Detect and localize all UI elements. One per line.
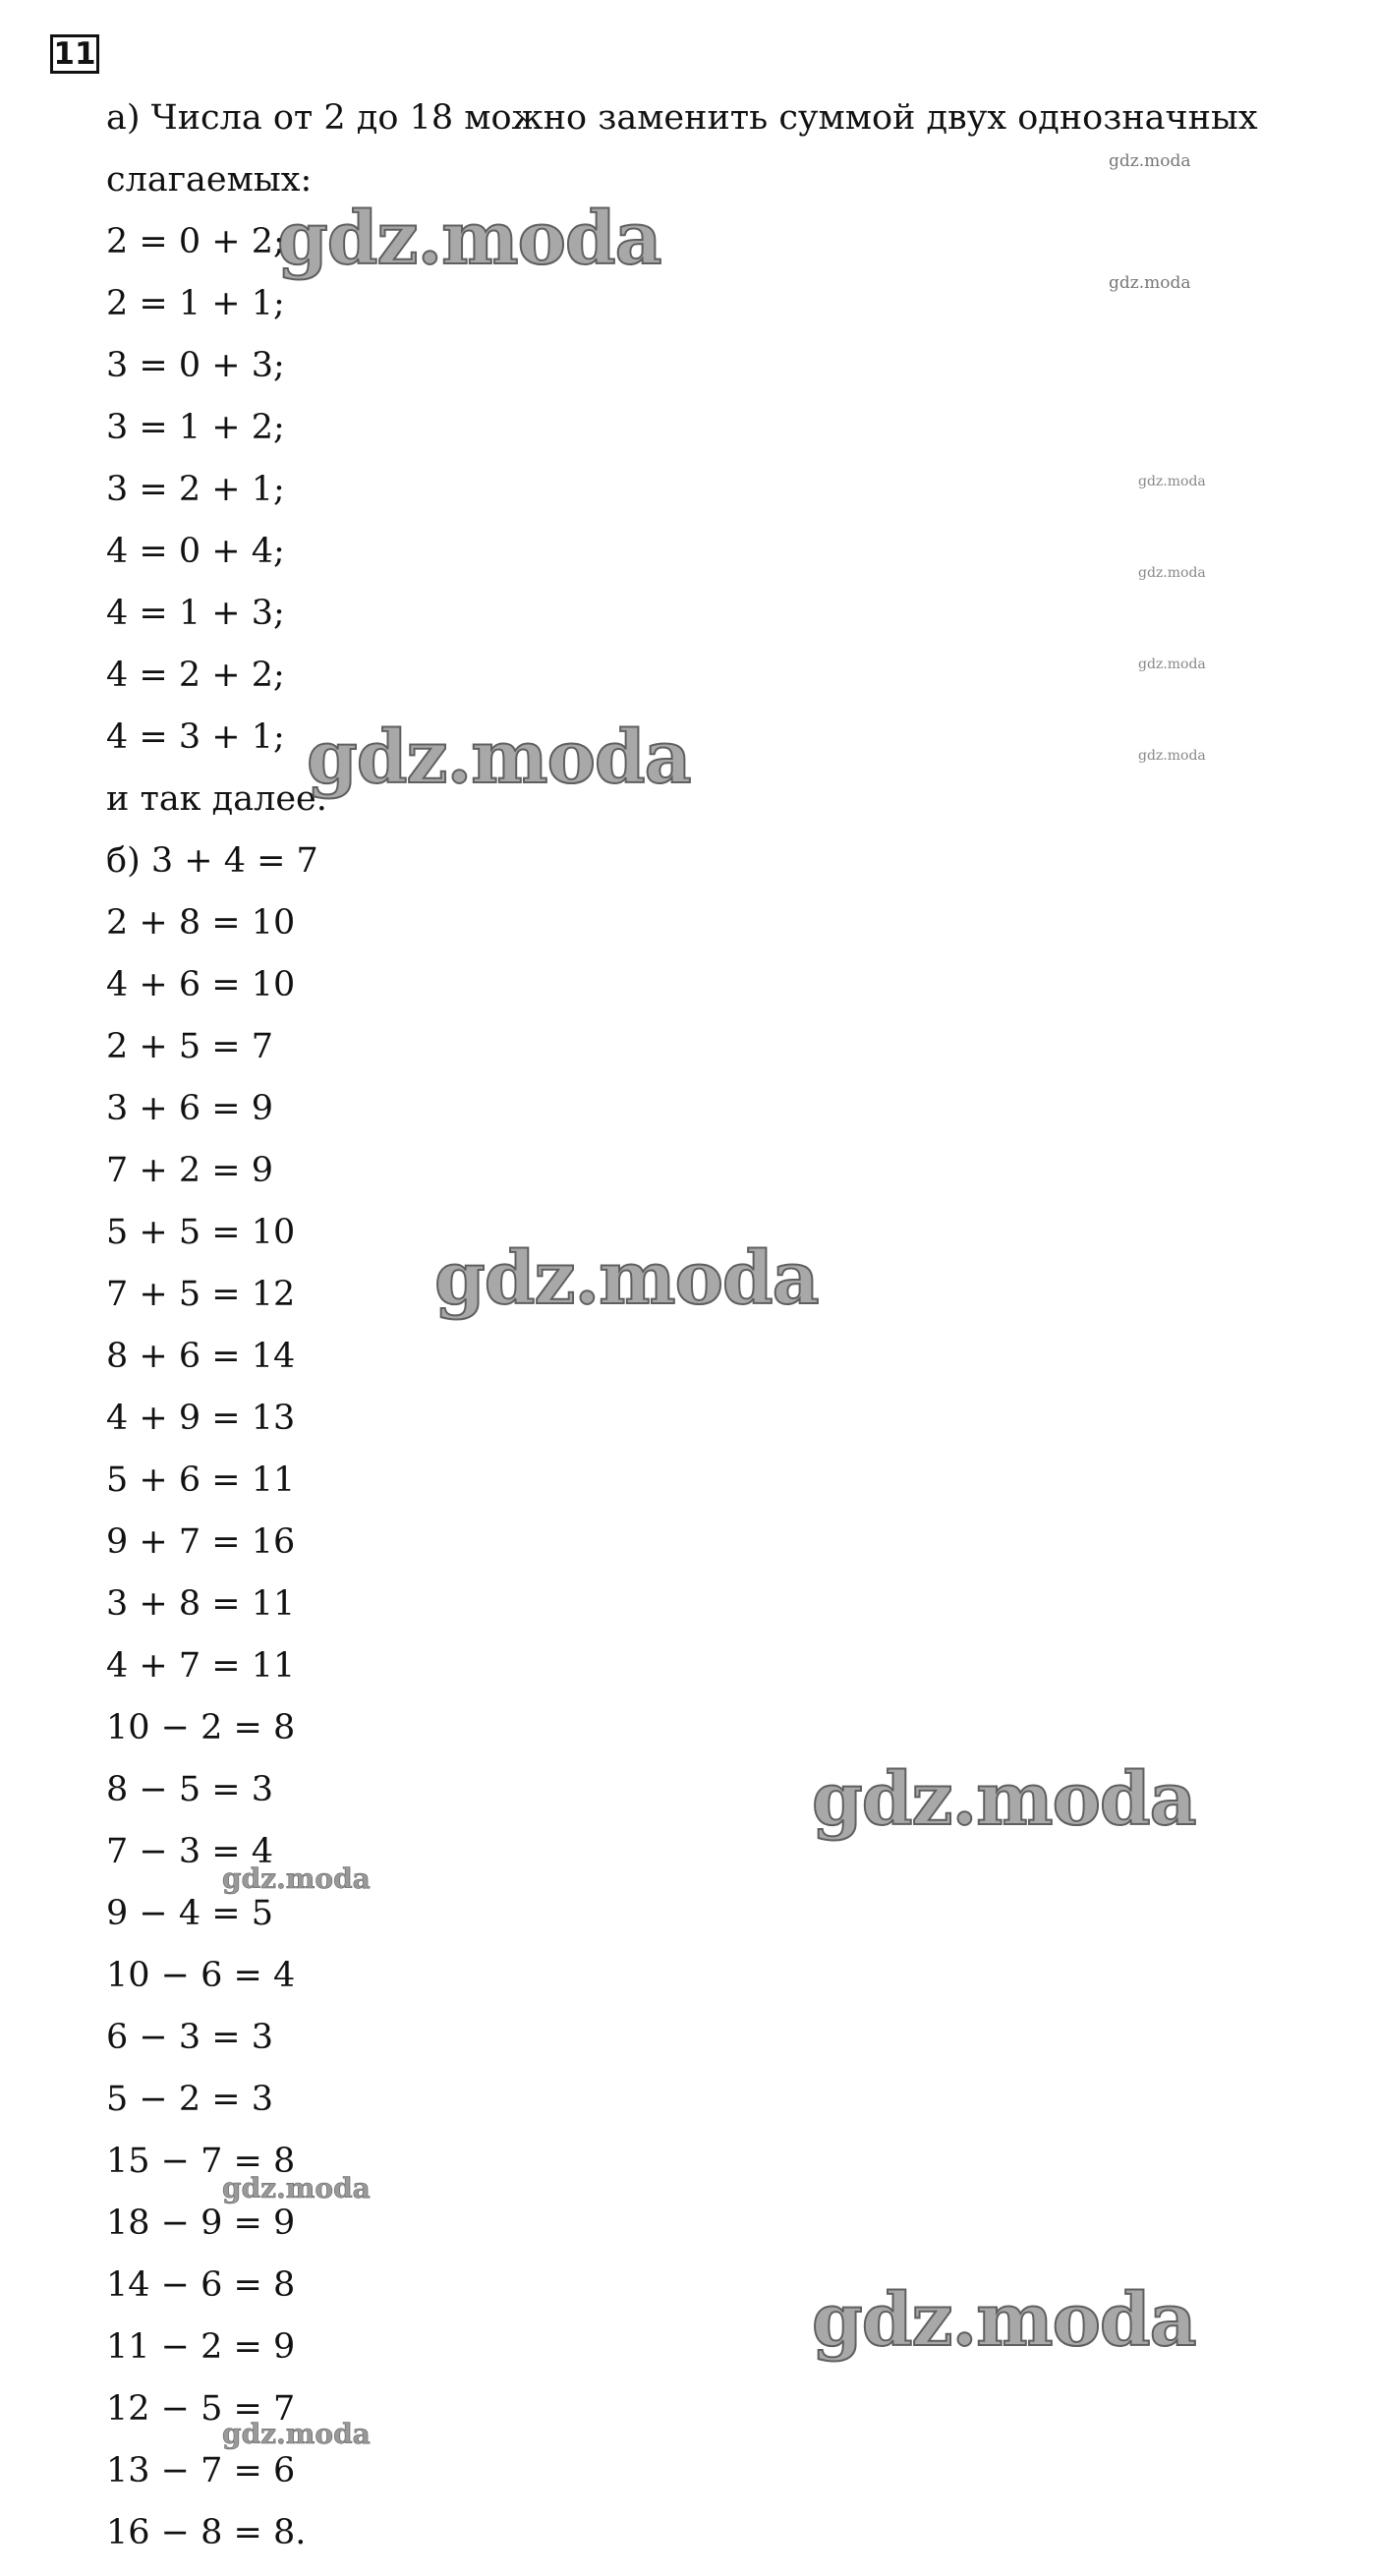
part-b-line: 7 − 3 = 4 (106, 1832, 273, 1871)
watermark: gdz.moda (812, 1757, 1196, 1842)
part-b-line: 3 + 6 = 9 (106, 1089, 273, 1128)
part-b-line: 9 + 7 = 16 (106, 1522, 296, 1562)
part-b-line: 5 + 5 = 10 (106, 1213, 296, 1252)
watermark: gdz.moda (434, 1236, 819, 1321)
part-b-line: 6 − 3 = 3 (106, 2018, 273, 2057)
watermark: gdz.moda (1109, 273, 1191, 293)
part-b-line: 2 + 5 = 7 (106, 1027, 273, 1066)
part-b-line: 12 − 5 = 7 (106, 2389, 296, 2429)
task-number-box: 11 (50, 34, 99, 74)
watermark: gdz.moda (1138, 474, 1206, 489)
part-b-line: 16 − 8 = 8. (106, 2513, 307, 2552)
watermark: gdz.moda (222, 1862, 371, 1895)
part-b-line: 4 + 7 = 11 (106, 1646, 296, 1686)
part-b-line: 2 + 8 = 10 (106, 903, 296, 943)
part-b-line: 5 − 2 = 3 (106, 2080, 273, 2119)
part-b-line: 9 − 4 = 5 (106, 1894, 273, 1933)
watermark: gdz.moda (222, 2418, 371, 2450)
part-b-line: 8 − 5 = 3 (106, 1770, 273, 1809)
part-b-line: 7 + 2 = 9 (106, 1151, 273, 1190)
part-a-intro-line-1: а) Числа от 2 до 18 можно заменить суммой двух однозначных (106, 98, 1258, 138)
part-a-line: 3 = 1 + 2; (106, 408, 285, 447)
part-b-line: 8 + 6 = 14 (106, 1337, 296, 1376)
part-b-line: 14 − 6 = 8 (106, 2265, 296, 2305)
part-b-line: 10 − 6 = 4 (106, 1956, 296, 1995)
watermark: gdz.moda (222, 2172, 371, 2204)
part-b-line: 10 − 2 = 8 (106, 1708, 296, 1747)
part-a-intro-line-2: слагаемых: (106, 160, 313, 200)
part-a-line: 3 = 0 + 3; (106, 346, 285, 385)
part-b-line: 7 + 5 = 12 (106, 1275, 296, 1314)
part-a-line: 4 = 0 + 4; (106, 532, 285, 571)
part-a-line: 4 = 3 + 1; (106, 717, 285, 757)
part-b-line: 11 − 2 = 9 (106, 2327, 296, 2367)
part-b-line: 4 + 6 = 10 (106, 965, 296, 1004)
part-b-line: 3 + 8 = 11 (106, 1584, 296, 1624)
part-a-line: 4 = 2 + 2; (106, 656, 285, 695)
part-b-line: 5 + 6 = 11 (106, 1460, 296, 1500)
part-a-line: 4 = 1 + 3; (106, 594, 285, 633)
part-a-line: 3 = 2 + 1; (106, 470, 285, 509)
watermark: gdz.moda (812, 2278, 1196, 2363)
part-a-line: 2 = 1 + 1; (106, 284, 285, 323)
part-b-line: 18 − 9 = 9 (106, 2204, 296, 2243)
watermark: gdz.moda (1138, 565, 1206, 581)
part-b-line: 4 + 9 = 13 (106, 1399, 296, 1438)
part-b-line: б) 3 + 4 = 7 (106, 841, 318, 881)
part-b-line: 13 − 7 = 6 (106, 2451, 296, 2490)
watermark: gdz.moda (1109, 151, 1191, 171)
watermark: gdz.moda (277, 197, 661, 281)
watermark: gdz.moda (307, 716, 691, 800)
part-b-line: 15 − 7 = 8 (106, 2142, 296, 2181)
watermark: gdz.moda (1138, 657, 1206, 672)
part-a-outro: и так далее. (106, 779, 327, 819)
watermark: gdz.moda (1138, 748, 1206, 764)
part-a-line: 2 = 0 + 2; (106, 222, 285, 261)
